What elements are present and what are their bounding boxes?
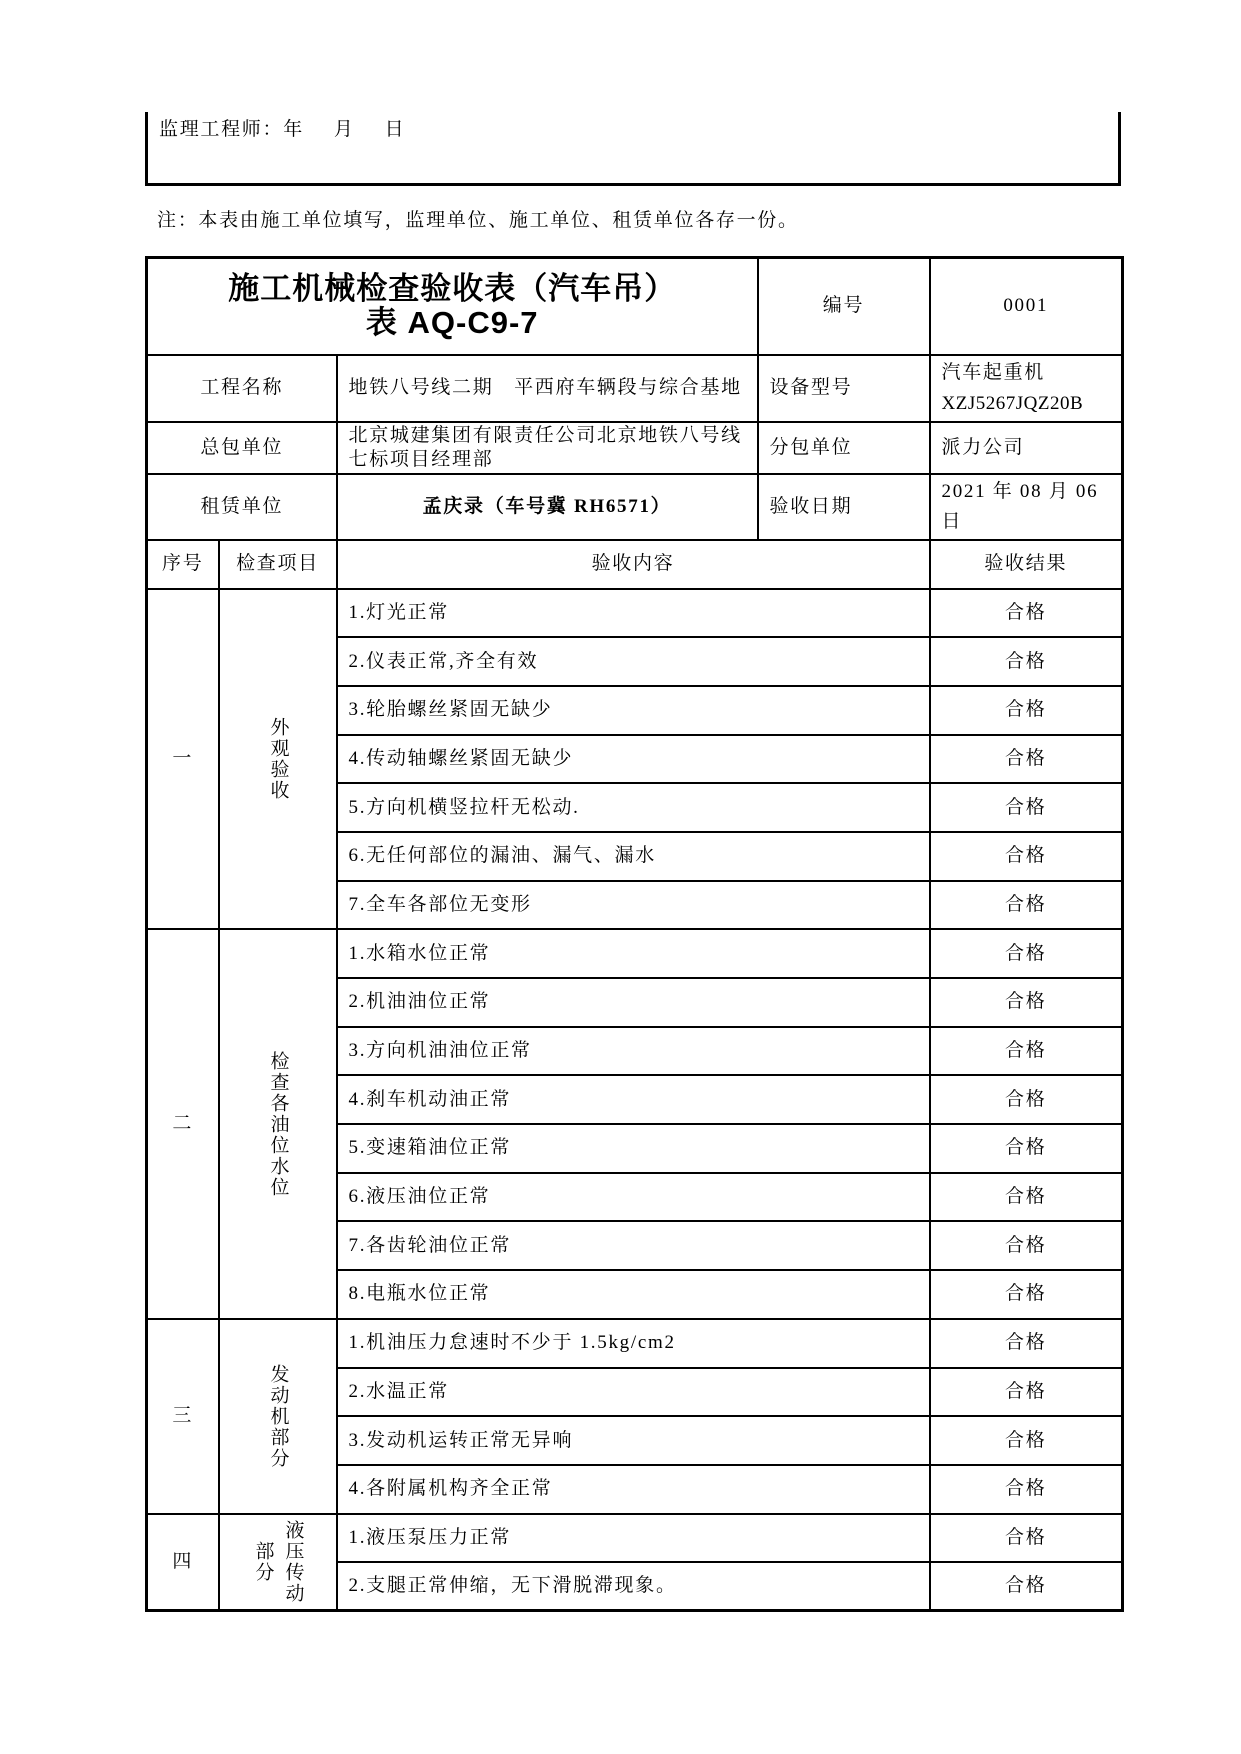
section-name-cell — [219, 589, 337, 930]
check-result: 合格 — [930, 783, 1123, 832]
supervisor-label: 监理工程师： — [159, 119, 284, 140]
lessor-row — [147, 474, 1123, 540]
form-note: 注：本表由施工单位填写，监理单位、施工单位、租赁单位各存一份。 — [157, 210, 799, 231]
check-result: 合格 — [930, 1173, 1123, 1222]
check-item: 2.机油油位正常 — [337, 978, 930, 1027]
section-name: 液压传动部分 — [252, 1520, 304, 1604]
check-item: 2.支腿正常伸缩，无下滑脱滞现象。 — [337, 1562, 930, 1611]
column-header-content: 验收内容 — [337, 540, 930, 589]
check-item: 1.液压泵压力正常 — [337, 1514, 930, 1563]
lessor-label: 租赁单位 — [147, 474, 337, 540]
supervisor-signature-box — [145, 112, 1121, 186]
check-result: 合格 — [930, 1562, 1123, 1611]
check-item: 7.全车各部位无变形 — [337, 881, 930, 930]
check-item: 7.各齿轮油位正常 — [337, 1221, 930, 1270]
column-header-result: 验收结果 — [930, 540, 1123, 589]
number-label: 编号 — [758, 258, 930, 355]
column-header-item: 检查项目 — [219, 540, 337, 589]
general-contractor-value: 北京城建集团有限责任公司北京地铁八号线七标项目经理部 — [337, 422, 758, 474]
project-row — [147, 355, 1123, 422]
supervisor-day-label: 日 — [384, 119, 406, 140]
check-result: 合格 — [930, 735, 1123, 784]
check-result: 合格 — [930, 1368, 1123, 1417]
table-row — [147, 929, 1123, 978]
check-item: 4.各附属机构齐全正常 — [337, 1465, 930, 1514]
check-result: 合格 — [930, 929, 1123, 978]
check-result: 合格 — [930, 1027, 1123, 1076]
check-item: 1.机油压力怠速时不少于 1.5kg/cm2 — [337, 1319, 930, 1368]
check-result: 合格 — [930, 978, 1123, 1027]
subcontractor-label: 分包单位 — [758, 422, 930, 474]
acceptance-date-label: 验收日期 — [758, 474, 930, 540]
section-seq: 一 — [147, 589, 219, 930]
check-result: 合格 — [930, 1319, 1123, 1368]
table-row — [147, 1319, 1123, 1368]
check-result: 合格 — [930, 1416, 1123, 1465]
inspection-form-table — [145, 256, 1124, 1612]
equipment-value-cell — [930, 355, 1123, 422]
table-row — [147, 1514, 1123, 1563]
check-item: 6.无任何部位的漏油、漏气、漏水 — [337, 832, 930, 881]
column-header-seq: 序号 — [147, 540, 219, 589]
check-result: 合格 — [930, 881, 1123, 930]
contractor-row — [147, 422, 1123, 474]
check-result: 合格 — [930, 589, 1123, 638]
subcontractor-value: 派力公司 — [930, 422, 1123, 474]
check-result: 合格 — [930, 1124, 1123, 1173]
project-value: 地铁八号线二期 平西府车辆段与综合基地 — [337, 355, 758, 422]
check-result: 合格 — [930, 1465, 1123, 1514]
acceptance-date-value: 2021 年 08 月 06 日 — [930, 474, 1123, 540]
check-item: 3.轮胎螺丝紧固无缺少 — [337, 686, 930, 735]
equipment-type: 汽车起重机 — [941, 362, 1046, 383]
check-result: 合格 — [930, 1514, 1123, 1563]
supervisor-year-label: 年 — [283, 119, 304, 140]
section-seq: 三 — [147, 1319, 219, 1514]
equipment-label: 设备型号 — [758, 355, 930, 422]
form-title-cell — [147, 258, 758, 355]
check-item: 1.水箱水位正常 — [337, 929, 930, 978]
section-seq: 四 — [147, 1514, 219, 1611]
general-contractor-label: 总包单位 — [147, 422, 337, 474]
check-item: 4.刹车机动油正常 — [337, 1075, 930, 1124]
form-title: 施工机械检查验收表（汽车吊） — [228, 271, 677, 307]
check-item: 4.传动轴螺丝紧固无缺少 — [337, 735, 930, 784]
section-name-cell — [219, 1514, 337, 1611]
table-row — [147, 589, 1123, 638]
supervisor-month-label: 月 — [333, 119, 355, 140]
section-name-cell — [219, 929, 337, 1319]
check-item: 2.仪表正常,齐全有效 — [337, 637, 930, 686]
check-result: 合格 — [930, 1221, 1123, 1270]
equipment-model: XZJ5267JQZ20B — [941, 393, 1084, 414]
check-result: 合格 — [930, 1075, 1123, 1124]
lessor-value: 孟庆录（车号冀 RH6571） — [337, 474, 758, 540]
column-header-row — [147, 540, 1123, 589]
number-value: 0001 — [930, 258, 1123, 355]
check-item: 3.方向机油油位正常 — [337, 1027, 930, 1076]
section-seq: 二 — [147, 929, 219, 1319]
section-name: 检查各油位水位 — [267, 1050, 289, 1198]
section-name: 发动机部分 — [267, 1363, 289, 1469]
check-result: 合格 — [930, 1270, 1123, 1319]
check-item: 2.水温正常 — [337, 1368, 930, 1417]
check-item: 8.电瓶水位正常 — [337, 1270, 930, 1319]
check-item: 3.发动机运转正常无异响 — [337, 1416, 930, 1465]
check-result: 合格 — [930, 637, 1123, 686]
title-row — [147, 258, 1123, 355]
check-item: 5.方向机横竖拉杆无松动. — [337, 783, 930, 832]
form-code: 表 AQ-C9-7 — [365, 305, 539, 341]
check-item: 1.灯光正常 — [337, 589, 930, 638]
check-item: 5.变速箱油位正常 — [337, 1124, 930, 1173]
project-label: 工程名称 — [147, 355, 337, 422]
section-name: 外观验收 — [267, 716, 289, 801]
section-name-cell — [219, 1319, 337, 1514]
check-result: 合格 — [930, 686, 1123, 735]
check-result: 合格 — [930, 832, 1123, 881]
check-item: 6.液压油位正常 — [337, 1173, 930, 1222]
